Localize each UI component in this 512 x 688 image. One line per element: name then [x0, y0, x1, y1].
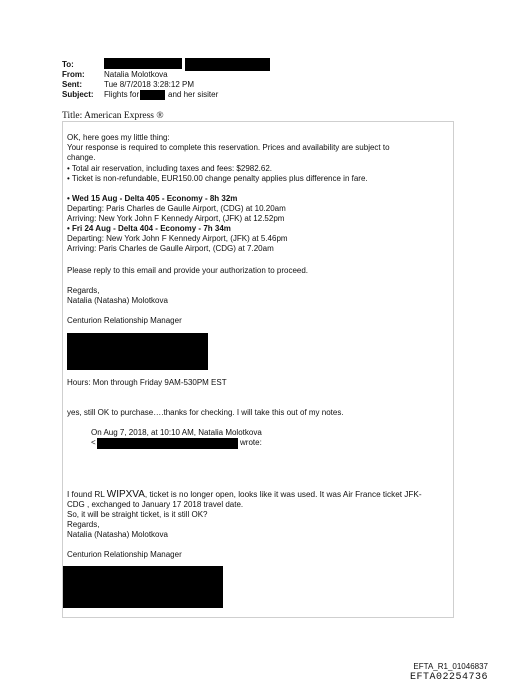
found-prefix: I found RL	[67, 490, 107, 499]
sent-label: Sent:	[62, 80, 82, 89]
subject-label: Subject:	[62, 90, 94, 99]
found-suffix: , ticket is no longer open, looks like it was used. It was Air France ticket JFK-	[144, 490, 422, 499]
redaction-block	[104, 58, 182, 69]
regards-text: Regards,	[67, 286, 100, 295]
intro-text: OK, here goes my little thing:	[67, 133, 170, 142]
from-label: From:	[62, 70, 85, 79]
hours-text: Hours: Mon through Friday 9AM-530PM EST	[67, 378, 227, 387]
subject-prefix: Flights for	[104, 90, 140, 99]
signature-name-2: Natalia (Natasha) Molotkova	[67, 530, 168, 539]
flight2-arriving: Arriving: Paris Charles de Gaulle Airport, (CDG) at 7.20am	[67, 244, 274, 253]
sent-value: Tue 8/7/2018 3:28:12 PM	[104, 80, 194, 89]
signature-name: Natalia (Natasha) Molotkova	[67, 296, 168, 305]
to-label: To:	[62, 60, 74, 69]
response-text: Your response is required to complete this reservation. Prices and availability are subject to	[67, 143, 390, 152]
reply-request: Please reply to this email and provide your authorization to proceed.	[67, 266, 309, 275]
footer-id-primary: EFTA_R1_01046837	[413, 662, 488, 671]
quote-lt: <	[91, 438, 96, 447]
regards-text-2: Regards,	[67, 520, 100, 529]
from-value: Natalia Molotkova	[104, 70, 168, 79]
quote-wrote: wrote:	[240, 438, 262, 447]
ticket-bullet: • Ticket is non-refundable, EUR150.00 change penalty applies plus difference in fare.	[67, 174, 368, 183]
signature-role-2: Centurion Relationship Manager	[67, 550, 182, 559]
flight2-heading: • Fri 24 Aug - Delta 404 - Economy - 7h 34m	[67, 224, 231, 233]
subject-suffix: and her sisiter	[168, 90, 219, 99]
signature-role: Centurion Relationship Manager	[67, 316, 182, 325]
redaction-block	[185, 58, 270, 71]
redaction-block	[97, 438, 238, 449]
document-title: Title: American Express ®	[62, 111, 164, 121]
found-text-cont: CDG , exchanged to January 17 2018 travel date.	[67, 500, 244, 509]
reply-message: yes, still OK to purchase….thanks for checking. I will take this out of my notes.	[67, 408, 344, 417]
quote-header: On Aug 7, 2018, at 10:10 AM, Natalia Molotkova	[91, 428, 262, 437]
footer-id-secondary: EFTA02254736	[409, 672, 488, 683]
total-bullet: • Total air reservation, including taxes and fees: $2982.62.	[67, 164, 273, 173]
flight1-departing: Departing: Paris Charles de Gaulle Airport, (CDG) at 10.20am	[67, 204, 286, 213]
flight1-heading: • Wed 15 Aug - Delta 405 - Economy - 8h 32m	[67, 194, 238, 203]
redaction-block	[140, 90, 165, 100]
flight2-departing: Departing: New York John F Kennedy Airport, (JFK) at 5.46pm	[67, 234, 288, 243]
redaction-block	[63, 566, 223, 608]
flight1-arriving: Arriving: New York John F Kennedy Airport, (JFK) at 12.52pm	[67, 214, 285, 223]
found-text	[67, 490, 422, 500]
record-locator: WIPXVA	[106, 489, 145, 500]
redaction-block	[67, 333, 208, 370]
response-text-cont: change.	[67, 153, 96, 162]
question-text: So, it will be straight ticket, is it still OK?	[67, 510, 208, 519]
